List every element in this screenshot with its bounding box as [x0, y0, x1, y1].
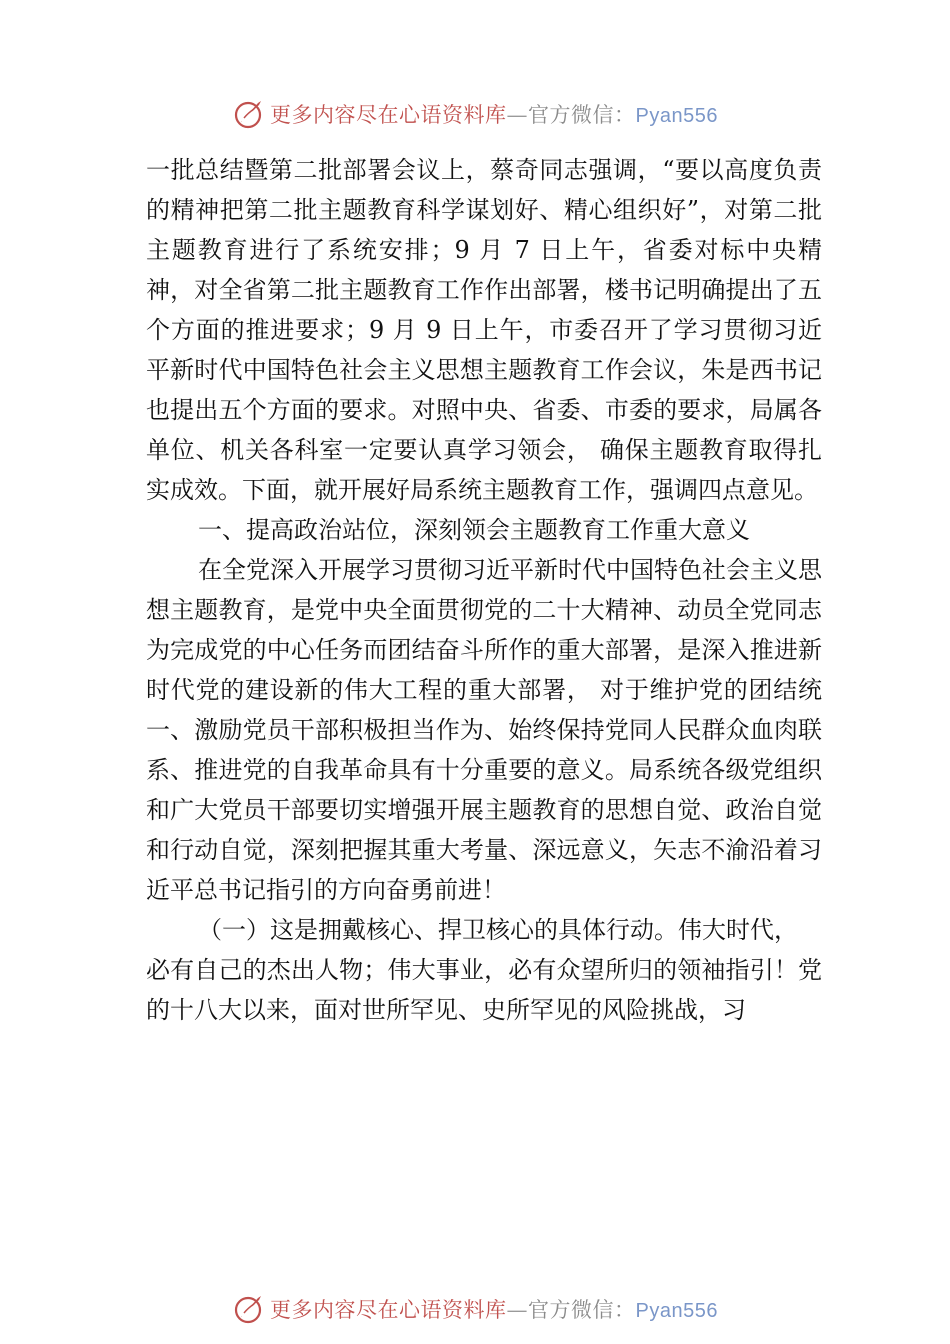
- body-paragraph: 必有自己的杰出人物；伟大事业，必有众望所归的领袖指引！党的十八大以来，面对世所罕见、史所罕见的风险挑战，习: [146, 956, 822, 1024]
- watermark-text: 更多内容尽在心语资料库—官方微信：Pyan556: [270, 1298, 718, 1322]
- quill-logo-icon: [232, 1292, 266, 1326]
- body-paragraph: 在全党深入开展学习贯彻习近平新时代中国特色社会主义思想主题教育，是党中央全面贯彻党的二十大精神、动员全党同志为完成党的中心任务而团结奋斗所作的重大部署，是深入推进新时代党的建设新的伟大工程的重大部署， 对于维护党的团结统一、激励党员干部积极担当作为、始终保持党同人民群众血肉联系、推进党的自我革命具有十分重要的意义。局系统各级党组织和广大党员干部要切实增强开展主题教育的思想自觉、政治自觉和行动自觉，深刻把握其重大考量、深远意义，矢志不渝沿着习近平总书记指引的方向奋勇前进！: [146, 556, 822, 904]
- subsection-heading: （一）这是拥戴核心、捍卫核心的具体行动。伟大时代，: [198, 916, 798, 944]
- body-paragraph: 一批总结暨第二批部署会议上，蔡奇同志强调，“要以高度负责的精神把第二批主题教育科学谋划好、精心组织好”，对第二批主题教育进行了系统安排；9 月 7 日上午，省委对标中央精神，对全省第二批主题教育工作作出部署，楼书记明确提出了五个方面的推进要求；9 月 9 日上午，市委召开了学习贯彻习近平新时代中国特色社会主义思想主题教育工作会议，朱是西书记也提出五个方面的要求。对照中央、省委、市委的要求，局属各单位、机关各科室一定要认真学习领会， 确保主题教育取得扎实成效。下面，就开展好局系统主题教育工作，强调四点意见。: [146, 156, 822, 504]
- watermark-text: 更多内容尽在心语资料库—官方微信：Pyan556: [270, 103, 718, 127]
- watermark-header: [0, 94, 950, 134]
- watermark-footer: [0, 1289, 950, 1329]
- document-body: [146, 150, 822, 1030]
- section-heading: 一、提高政治站位，深刻领会主题教育工作重大意义: [198, 516, 750, 544]
- quill-logo-icon: [232, 97, 266, 131]
